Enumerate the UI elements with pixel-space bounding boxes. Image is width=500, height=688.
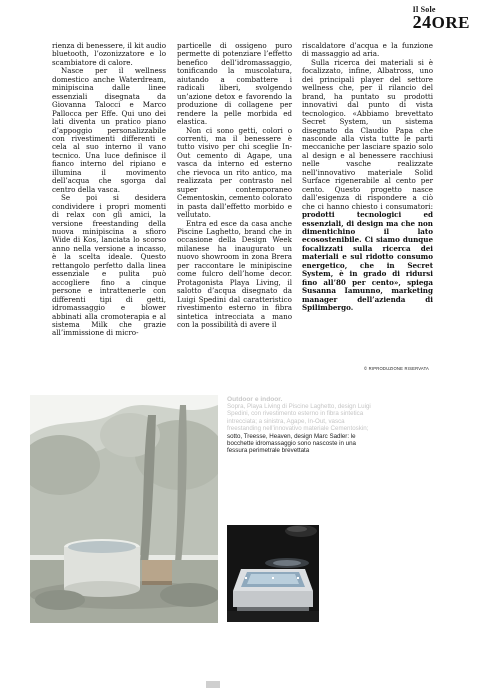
masthead-line1: Il Sole — [412, 5, 436, 14]
masthead-number: 24 — [412, 12, 432, 32]
paragraph: Nasce per il wellness domestico anche Waterdream, minipiscina dalle linee essenziali disegnata da Giovanna Talocci e Marco Pallocca per Effe. Qui uno dei lati diventa un pratico piano d’appoggio personalizzabile con rivestimenti differenti e cela al suo interno il vano tecnico. Una luce definisce il fianco interno del ripiano e illumina il movimento dell’acqua che sgorga dal centro della vasca. — [52, 66, 166, 194]
paragraph: particelle di ossigeno puro permette di potenziare l’effetto benefico dell’idromassaggio, tonificando la muscolatura, aiutando a combattere i radicali liberi, svolgendo un’azione detox e favorendo la produzione di collagene per rendere la pelle morbida ed elastica. — [177, 41, 292, 127]
article-column-3 — [302, 42, 433, 313]
page-number-marker — [206, 681, 220, 688]
indoor-tub-photo — [227, 525, 319, 622]
quote-emphasis: prodotti tecnologici ed essenziali, di design ma che non dimentichino il lato ecosostenibile. Ci siamo dunque focalizzati sulla ricerca dei materiali e sul ridotto consumo energetico, che in Secret System, è in grado di ridursi fino all’80 per cento», spiega Susanna Iamunno, marketing manager dell’azienda di Spilimbergo. — [302, 210, 433, 313]
article-column-2 — [177, 42, 292, 329]
masthead-word: ORE — [431, 13, 470, 32]
caption-text: sotto, Treesse, Heaven, design Marc Sadler: le bocchette idromassaggio sono nascoste in una fessura perimetrale brevettata — [227, 433, 356, 455]
paragraph: rienza di benessere, il kit audio bluetooth, l’ozonizzatore e lo scambiatore di calore. — [52, 41, 166, 67]
caption-text-faded: Sopra, Playa Living di Piscine Laghetto, design Luigi Spedini, con rivestimento esterno in fibra sintetica intrecciata; a sinistra, Agape, In-Out, vasca freestanding nell’innovativo materiale Cementoskin; — [227, 403, 371, 432]
newspaper-masthead-logo — [413, 6, 470, 31]
paragraph: riscaldatore d’acqua e la funzione di massaggio ad aria. — [302, 41, 433, 59]
paragraph: Non ci sono getti, colori o correnti, ma il benessere è tutto visivo per chi sceglie In-Out cemento di Agape, una vasca da interno ed esterno che rievoca un rito antico, ma realizzata per contrasto nel super contemporaneo Cementoskin, cemento colorato in pasta dall’effetto morbido e vellutato. — [177, 125, 292, 220]
paragraph: Se poi si desidera condividere i propri momenti di relax con gli amici, la versione freestanding della nuova minipiscina a sfioro Wide di Kos, lanciata lo scorso anno nella versione a incasso, è la scelta ideale. Questo rettangolo perfetto dalla linea essenziale e pulita può accogliere fino a cinque persone e intrattenerle con differenti tipi di getti, idromassaggio e blower abbinati alla cromoterapia e al sistema Milk che grazie all’immissione di micro- — [52, 193, 166, 338]
paragraph: Entra ed esce da casa anche Piscine Laghetto, brand che in occasione della Design Week milanese ha inaugurato un nuovo showroom in zona Brera per raccontare le minipiscine come fulcro dell’home decor. Protagonista Playa Living, il salotto d’acqua disegnato da Luigi Spedini dal caratteristico rivestimento esterno in fibra sintetica intrecciata a mano con la possibilità di avere il — [177, 218, 292, 329]
caption-title: Outdoor e indoor. — [227, 396, 283, 403]
paragraph: Sulla ricerca dei materiali si è focalizzato, infine, Albatross, uno dei principali player del settore wellness che, per il rilancio del brand, ha puntato su prodotti innovativi dal punto di vista tecnologico. «Abbiamo brevettato Secret System, un sistema disegnato da Claudio Papa che nasconde alla vista tutte le parti meccaniche per lasciare spazio solo al design e al benessere racchiusi nelle vasche realizzate nell’innovativo materiale Solid Surface rigenerabile al cento per cento. Questo progetto nasce dall’esigenza di rispondere a ciò che ci hanno chiesto i consumatori: prodotti tecnologici ed essenziali, di design ma che non dimentichino il lato ecosostenibile. Ci siamo dunque focalizzati sulla ricerca dei materiali e sul ridotto consumo energetico, che in Secret System, è in grado di ridursi fino all’80 per cento», spiega Susanna Iamunno, marketing manager dell’azienda di Spilimbergo. — [302, 57, 433, 313]
outdoor-tub-photo — [30, 395, 218, 623]
article-column-1 — [52, 42, 166, 338]
photo-caption — [227, 396, 375, 455]
masthead-line2 — [413, 13, 470, 31]
copyright-notice: © RIPRODUZIONE RISERVATA — [364, 366, 430, 371]
